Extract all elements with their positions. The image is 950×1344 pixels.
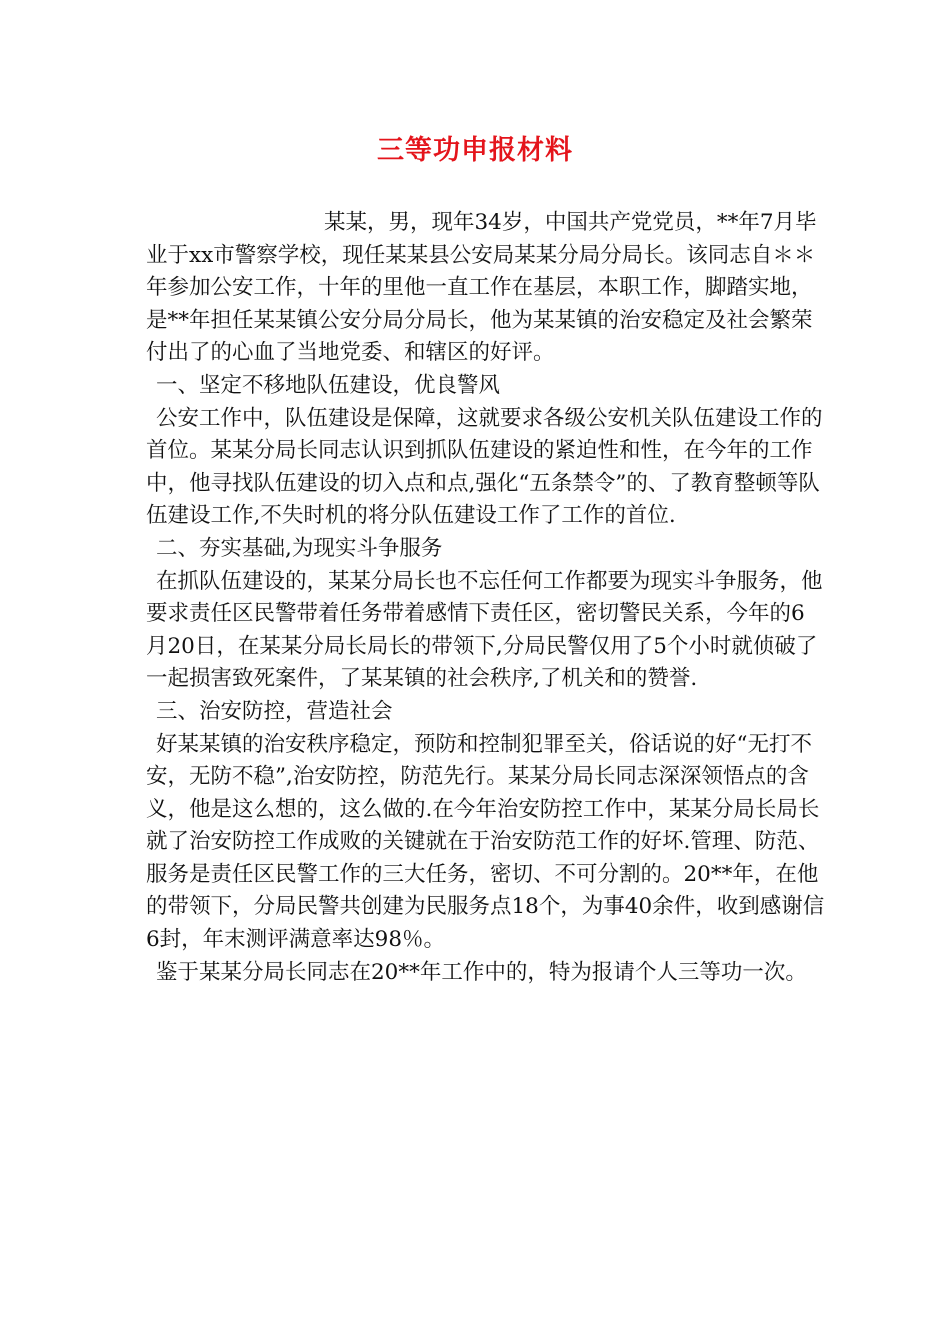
section-paragraph-1: 公安工作中，队伍建设是保障，这就要求各级公安机关队伍建设工作的首位。某某分局长同志认识到抓队伍建设的紧迫性和性，在今年的工作中，他寻找队伍建设的切入点和点,强化“五条禁令”的、了教育整顿等队伍建设工作,不失时机的将分队伍建设工作了工作的首位. <box>146 405 823 529</box>
section-paragraph-3: 好某某镇的治安秩序稳定，预防和控制犯罪至关，俗话说的好“无打不安，无防不稳”,治安防控，防范先行。某某分局长同志深深领悟点的含义，他是这么想的，这么做的.在今年治安防控工作中，某某分局长局长就了治安防控工作成败的关键就在于治安防范工作的好坏.管理、防范、服务是责任区民警工作的三大任务，密切、不可分割的。20**年，在他的带领下，分局民警共创建为民服务点18个，为事40余件，收到感谢信6封，年末测评满意率达98％。 <box>146 731 825 953</box>
closing-paragraph: 鉴于某某分局长同志在20**年工作中的，特为报请个人三等功一次。 <box>156 959 807 985</box>
document-body <box>146 207 826 989</box>
section-heading-2: 二、夯实基础,为现实斗争服务 <box>156 535 443 561</box>
document-title: 三等功申报材料 <box>377 135 573 166</box>
section-heading-1: 一、坚定不移地队伍建设，优良警风 <box>156 372 501 398</box>
intro-paragraph: 某某，男，现年34岁，中国共产党党员，**年7月毕业于xx市警察学校，现任某某县公安局某某分局分局长。该同志自＊＊年参加公安工作，十年的里他一直工作在基层，本职工作，脚踏实地，是**年担任某某镇公安分局分局长，他为某某镇的治安稳定及社会繁荣付出了的心血了当地党委、和辖区的好评。 <box>146 210 817 366</box>
section-paragraph-2: 在抓队伍建设的，某某分局长也不忘任何工作都要为现实斗争服务，他要求责任区民警带着任务带着感情下责任区，密切警民关系，今年的6月20日，在某某分局长局长的带领下,分局民警仅用了5个小时就侦破了一起损害致死案件，了某某镇的社会秩序,了机关和的赞誉. <box>146 568 823 692</box>
section-heading-3: 三、治安防控，营造社会 <box>156 698 393 724</box>
